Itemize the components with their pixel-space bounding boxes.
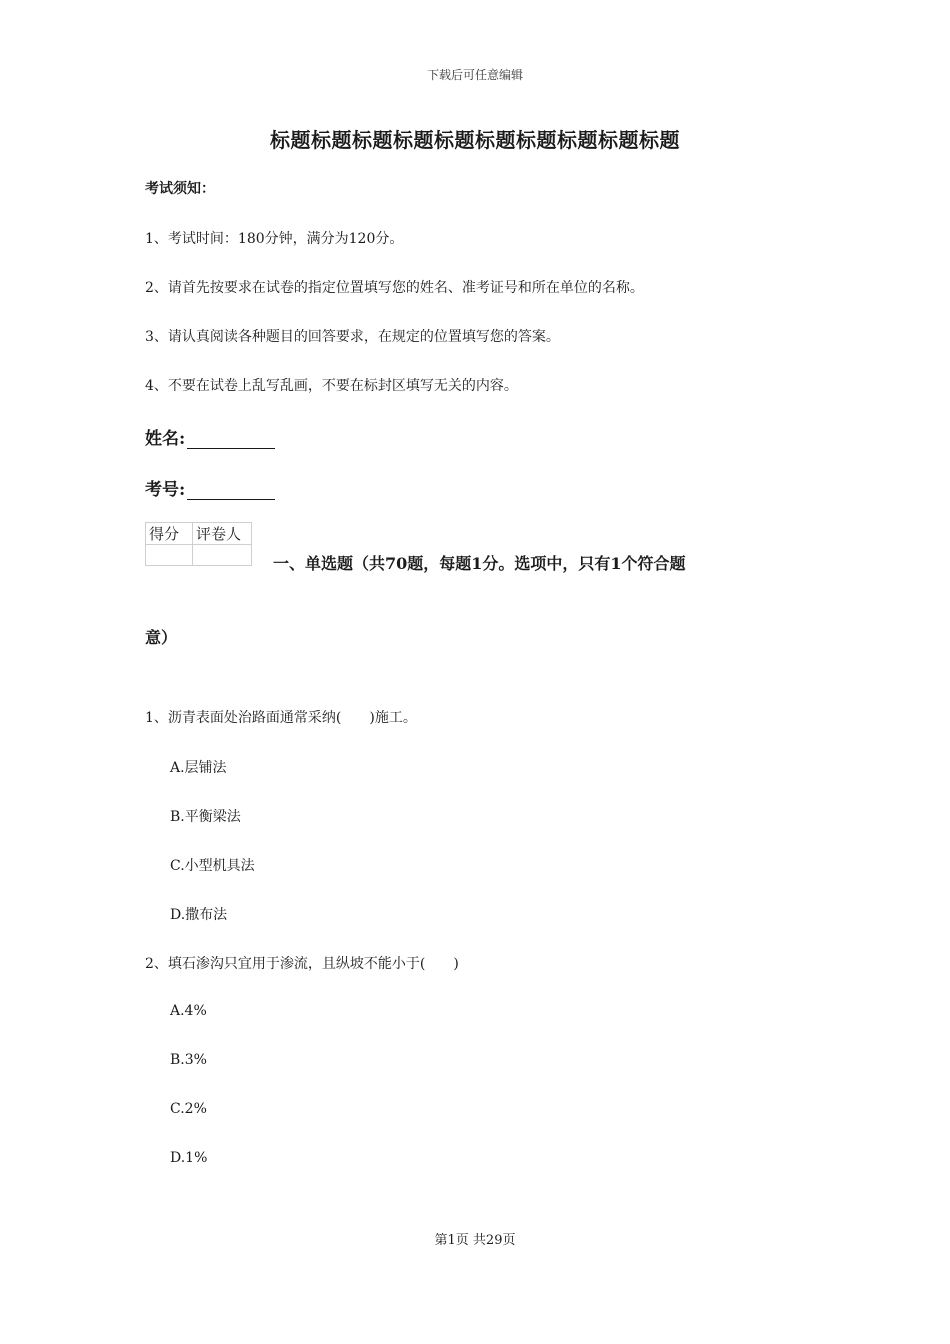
question-option: D.撒布法 — [170, 907, 228, 923]
notice-heading: 考试须知： — [145, 181, 215, 197]
notice-item: 2、请首先按要求在试卷的指定位置填写您的姓名、准考证号和所在单位的名称。 — [145, 280, 644, 296]
name-field — [145, 424, 275, 449]
question-stem: 2、填石渗沟只宜用于渗流，且纵坡不能小于( ) — [145, 956, 459, 972]
grader-header: 评卷人 — [193, 523, 252, 545]
question-option: C.小型机具法 — [170, 858, 255, 874]
section-title-continued: 意） — [145, 628, 178, 647]
score-table — [145, 522, 252, 566]
notice-item: 4、不要在试卷上乱写乱画，不要在标封区填写无关的内容。 — [145, 378, 518, 394]
grader-cell — [193, 545, 252, 566]
notice-item: 1、考试时间：180分钟，满分为120分。 — [145, 231, 404, 247]
header-note: 下载后可任意编辑 — [426, 68, 523, 82]
exam-number-field — [145, 475, 275, 500]
notice-item: 3、请认真阅读各种题目的回答要求，在规定的位置填写您的答案。 — [145, 329, 560, 345]
question-option: B.平衡梁法 — [170, 809, 241, 825]
section-title: 一、单选题（共70题，每题1分。选项中，只有1个符合题 — [273, 554, 686, 573]
score-cell — [146, 545, 193, 566]
question-option: D.1% — [170, 1150, 208, 1166]
name-label: 姓名: — [145, 429, 186, 449]
question-option: B.3% — [170, 1052, 207, 1068]
document-title: 标题标题标题标题标题标题标题标题标题标题 — [270, 128, 680, 152]
question-stem: 1、沥青表面处治路面通常采纳( )施工。 — [145, 710, 417, 726]
score-header: 得分 — [146, 523, 193, 545]
exam-number-label: 考号: — [145, 480, 186, 500]
exam-number-blank-line[interactable] — [187, 482, 275, 500]
question-option: A.层铺法 — [170, 760, 227, 776]
name-blank-line[interactable] — [187, 431, 275, 449]
question-option: C.2% — [170, 1101, 207, 1117]
question-option: A.4% — [170, 1003, 207, 1019]
page-footer: 第1页 共29页 — [434, 1233, 516, 1248]
